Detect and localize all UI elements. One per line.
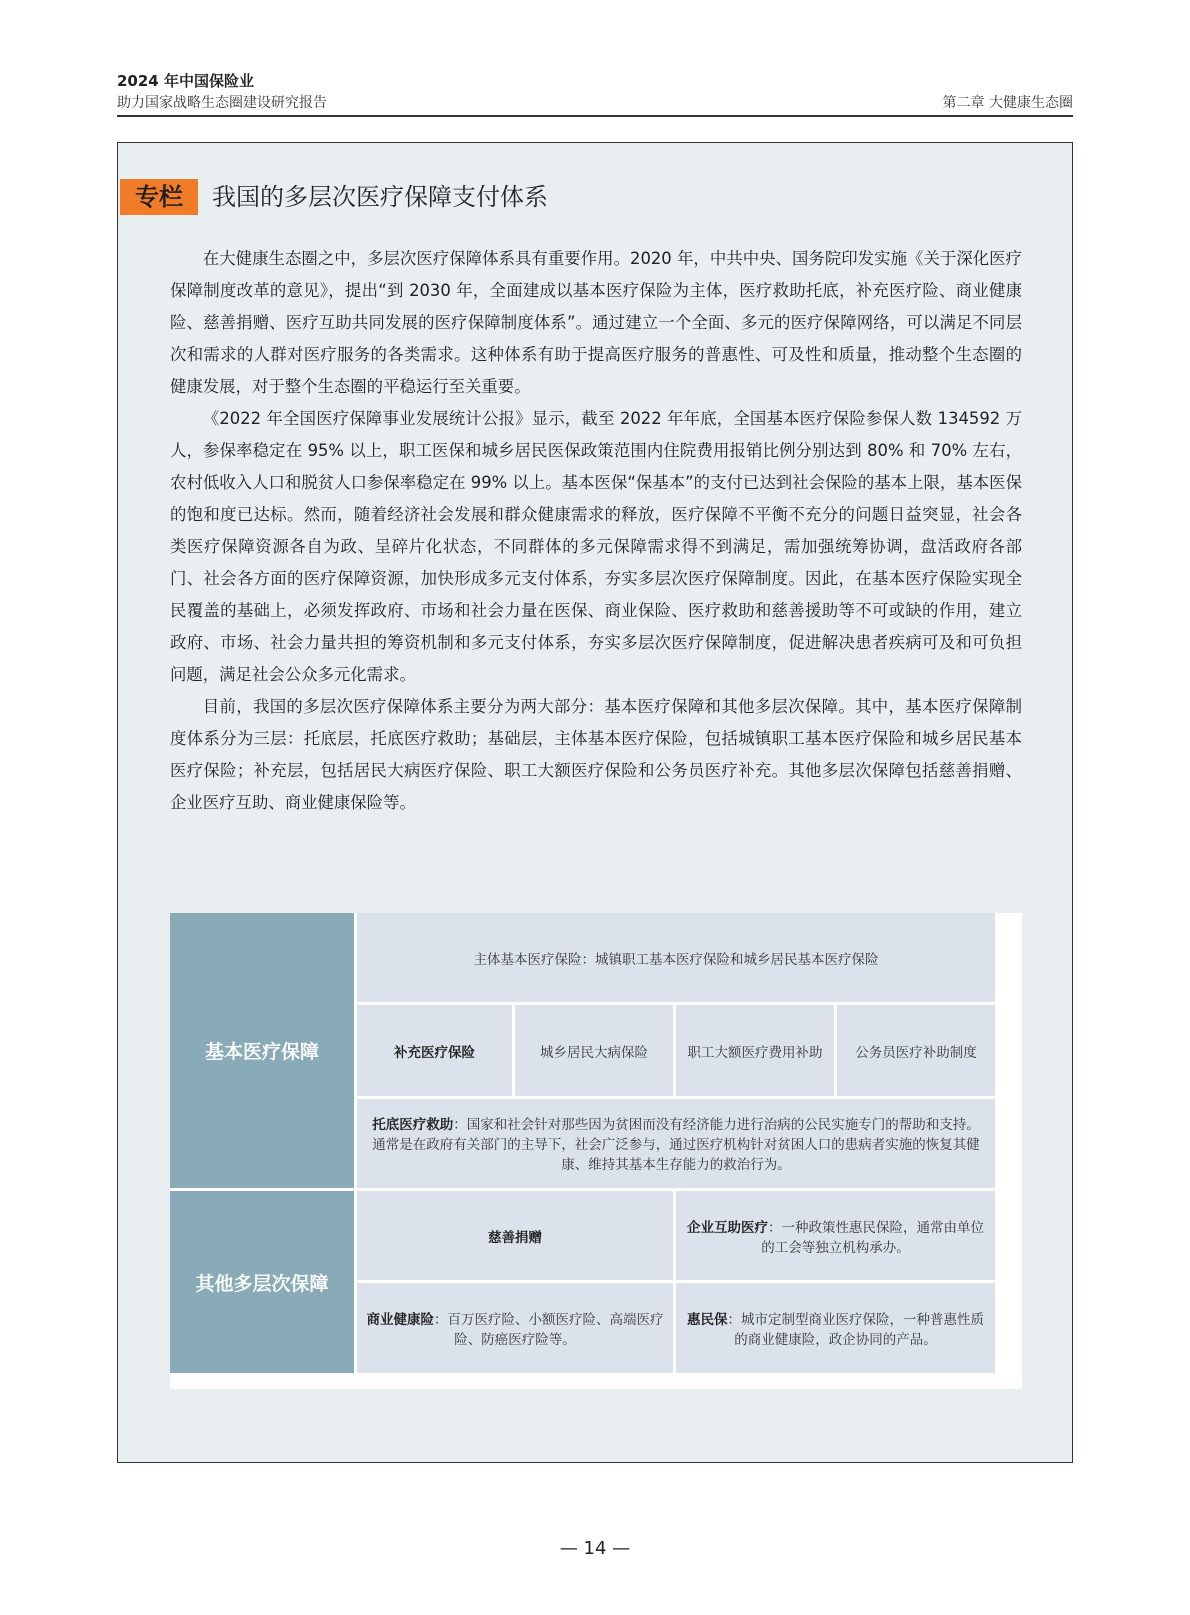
huiminbao-cell: [676, 1283, 995, 1373]
column-tag: 专栏: [120, 179, 198, 215]
commercial-health-text: ：百万医疗险、小额医疗险、高端医疗险、防癌医疗险等。: [434, 1312, 664, 1348]
column-box: [117, 142, 1073, 1463]
column-title: 我国的多层次医疗保障支付体系: [212, 183, 548, 211]
charity-label: 慈善捐赠: [488, 1229, 542, 1246]
supplement-item-cell: 公务员医疗补助制度: [837, 1005, 995, 1096]
mutual-aid-cell: [676, 1191, 995, 1280]
assistance-cell: [357, 1099, 995, 1188]
header-title: 2024 年中国保险业: [117, 72, 254, 90]
supplement-item-cell: 城乡居民大病保险: [515, 1005, 673, 1096]
column-body: [170, 243, 1022, 819]
paragraph: 《2022 年全国医疗保障事业发展统计公报》显示，截至 2022 年年底，全国基本医疗保险参保人数 134592 万人，参保率稳定在 95% 以上，职工医保和城乡居民医保政策范围内住院费用报销比例分别达到 80% 和 70% 左右，农村低收入人口和脱贫人口参保率稳定在 99% 以上。基本医保“保基本”的支付已达到社会保险的基本上限，基本医保的饱和度已达标。然而，随着经济社会发展和群众健康需求的释放，医疗保障不平衡不充分的问题日益突显，社会各类医疗保障资源各自为政、呈碎片化状态，不同群体的多元保障需求得不到满足，需加强统筹协调，盘活政府各部门、社会各方面的医疗保障资源，加快形成多元支付体系，夯实多层次医疗保障制度。因此，在基本医疗保险实现全民覆盖的基础上，必须发挥政府、市场和社会力量在医保、商业保险、医疗救助和慈善援助等不可或缺的作用，建立政府、市场、社会力量共担的筹资机制和多元支付体系，夯实多层次医疗保障制度，促进解决患者疾病可及和可负担问题，满足社会公众多元化需求。: [170, 409, 1022, 684]
header-rule: [117, 115, 1073, 117]
main-insurance-cell: 主体基本医疗保险：城镇职工基本医疗保险和城乡居民基本医疗保险: [357, 913, 995, 1002]
paragraph: 目前，我国的多层次医疗保障体系主要分为两大部分：基本医疗保障和其他多层次保障。其中，基本医疗保障制度体系分为三层：托底层，托底医疗救助；基础层，主体基本医疗保险，包括城镇职工基本医疗保险和城乡居民基本医疗保险；补充层，包括居民大病医疗保险、职工大额医疗保险和公务员医疗补充。其他多层次保障包括慈善捐赠、企业医疗互助、商业健康保险等。: [170, 697, 1022, 812]
basic-security-label: 基本医疗保障: [170, 913, 354, 1188]
supplement-label: 补充医疗保险: [394, 1044, 475, 1061]
mutual-aid-label: 企业互助医疗: [687, 1219, 768, 1236]
header-chapter: 第二章 大健康生态圈: [942, 95, 1073, 111]
huiminbao-label: 惠民保: [687, 1312, 728, 1328]
huiminbao-text: ：城市定制型商业医疗保险，一种普惠性质的商业健康险，政企协同的产品。: [727, 1312, 984, 1348]
commercial-health-cell: [357, 1283, 673, 1373]
other-security-label: 其他多层次保障: [170, 1191, 354, 1373]
assistance-label: 托底医疗救助: [372, 1117, 454, 1133]
header-subtitle: 助力国家战略生态圈建设研究报告: [117, 95, 327, 111]
commercial-health-label: 商业健康险: [366, 1312, 434, 1328]
supplement-label-cell: [357, 1005, 512, 1096]
healthcare-system-table: [170, 913, 1022, 1389]
supplement-item-cell: 职工大额医疗费用补助: [676, 1005, 834, 1096]
paragraph: 在大健康生态圈之中，多层次医疗保障体系具有重要作用。2020 年，中共中央、国务院印发实施《关于深化医疗保障制度改革的意见》，提出“到 2030 年，全面建成以基本医疗保险为主体，医疗救助托底，补充医疗险、商业健康险、慈善捐赠、医疗互助共同发展的医疗保障制度体系”。通过建立一个全面、多元的医疗保障网络，可以满足不同层次和需求的人群对医疗服务的各类需求。这种体系有助于提高医疗服务的普惠性、可及性和质量，推动整个生态圈的健康发展，对于整个生态圈的平稳运行至关重要。: [170, 249, 1022, 396]
charity-cell: [357, 1191, 673, 1280]
page-number: — 14 —: [559, 1538, 631, 1559]
assistance-text: ：国家和社会针对那些因为贫困而没有经济能力进行治病的公民实施专门的帮助和支持。通常是在政府有关部门的主导下，社会广泛参与，通过医疗机构针对贫困人口的患病者实施的恢复其健康、维持其基本生存能力的救治行为。: [372, 1117, 980, 1173]
mutual-aid-text: ：一种政策性惠民保险，通常由单位的工会等独立机构承办。: [761, 1219, 984, 1256]
